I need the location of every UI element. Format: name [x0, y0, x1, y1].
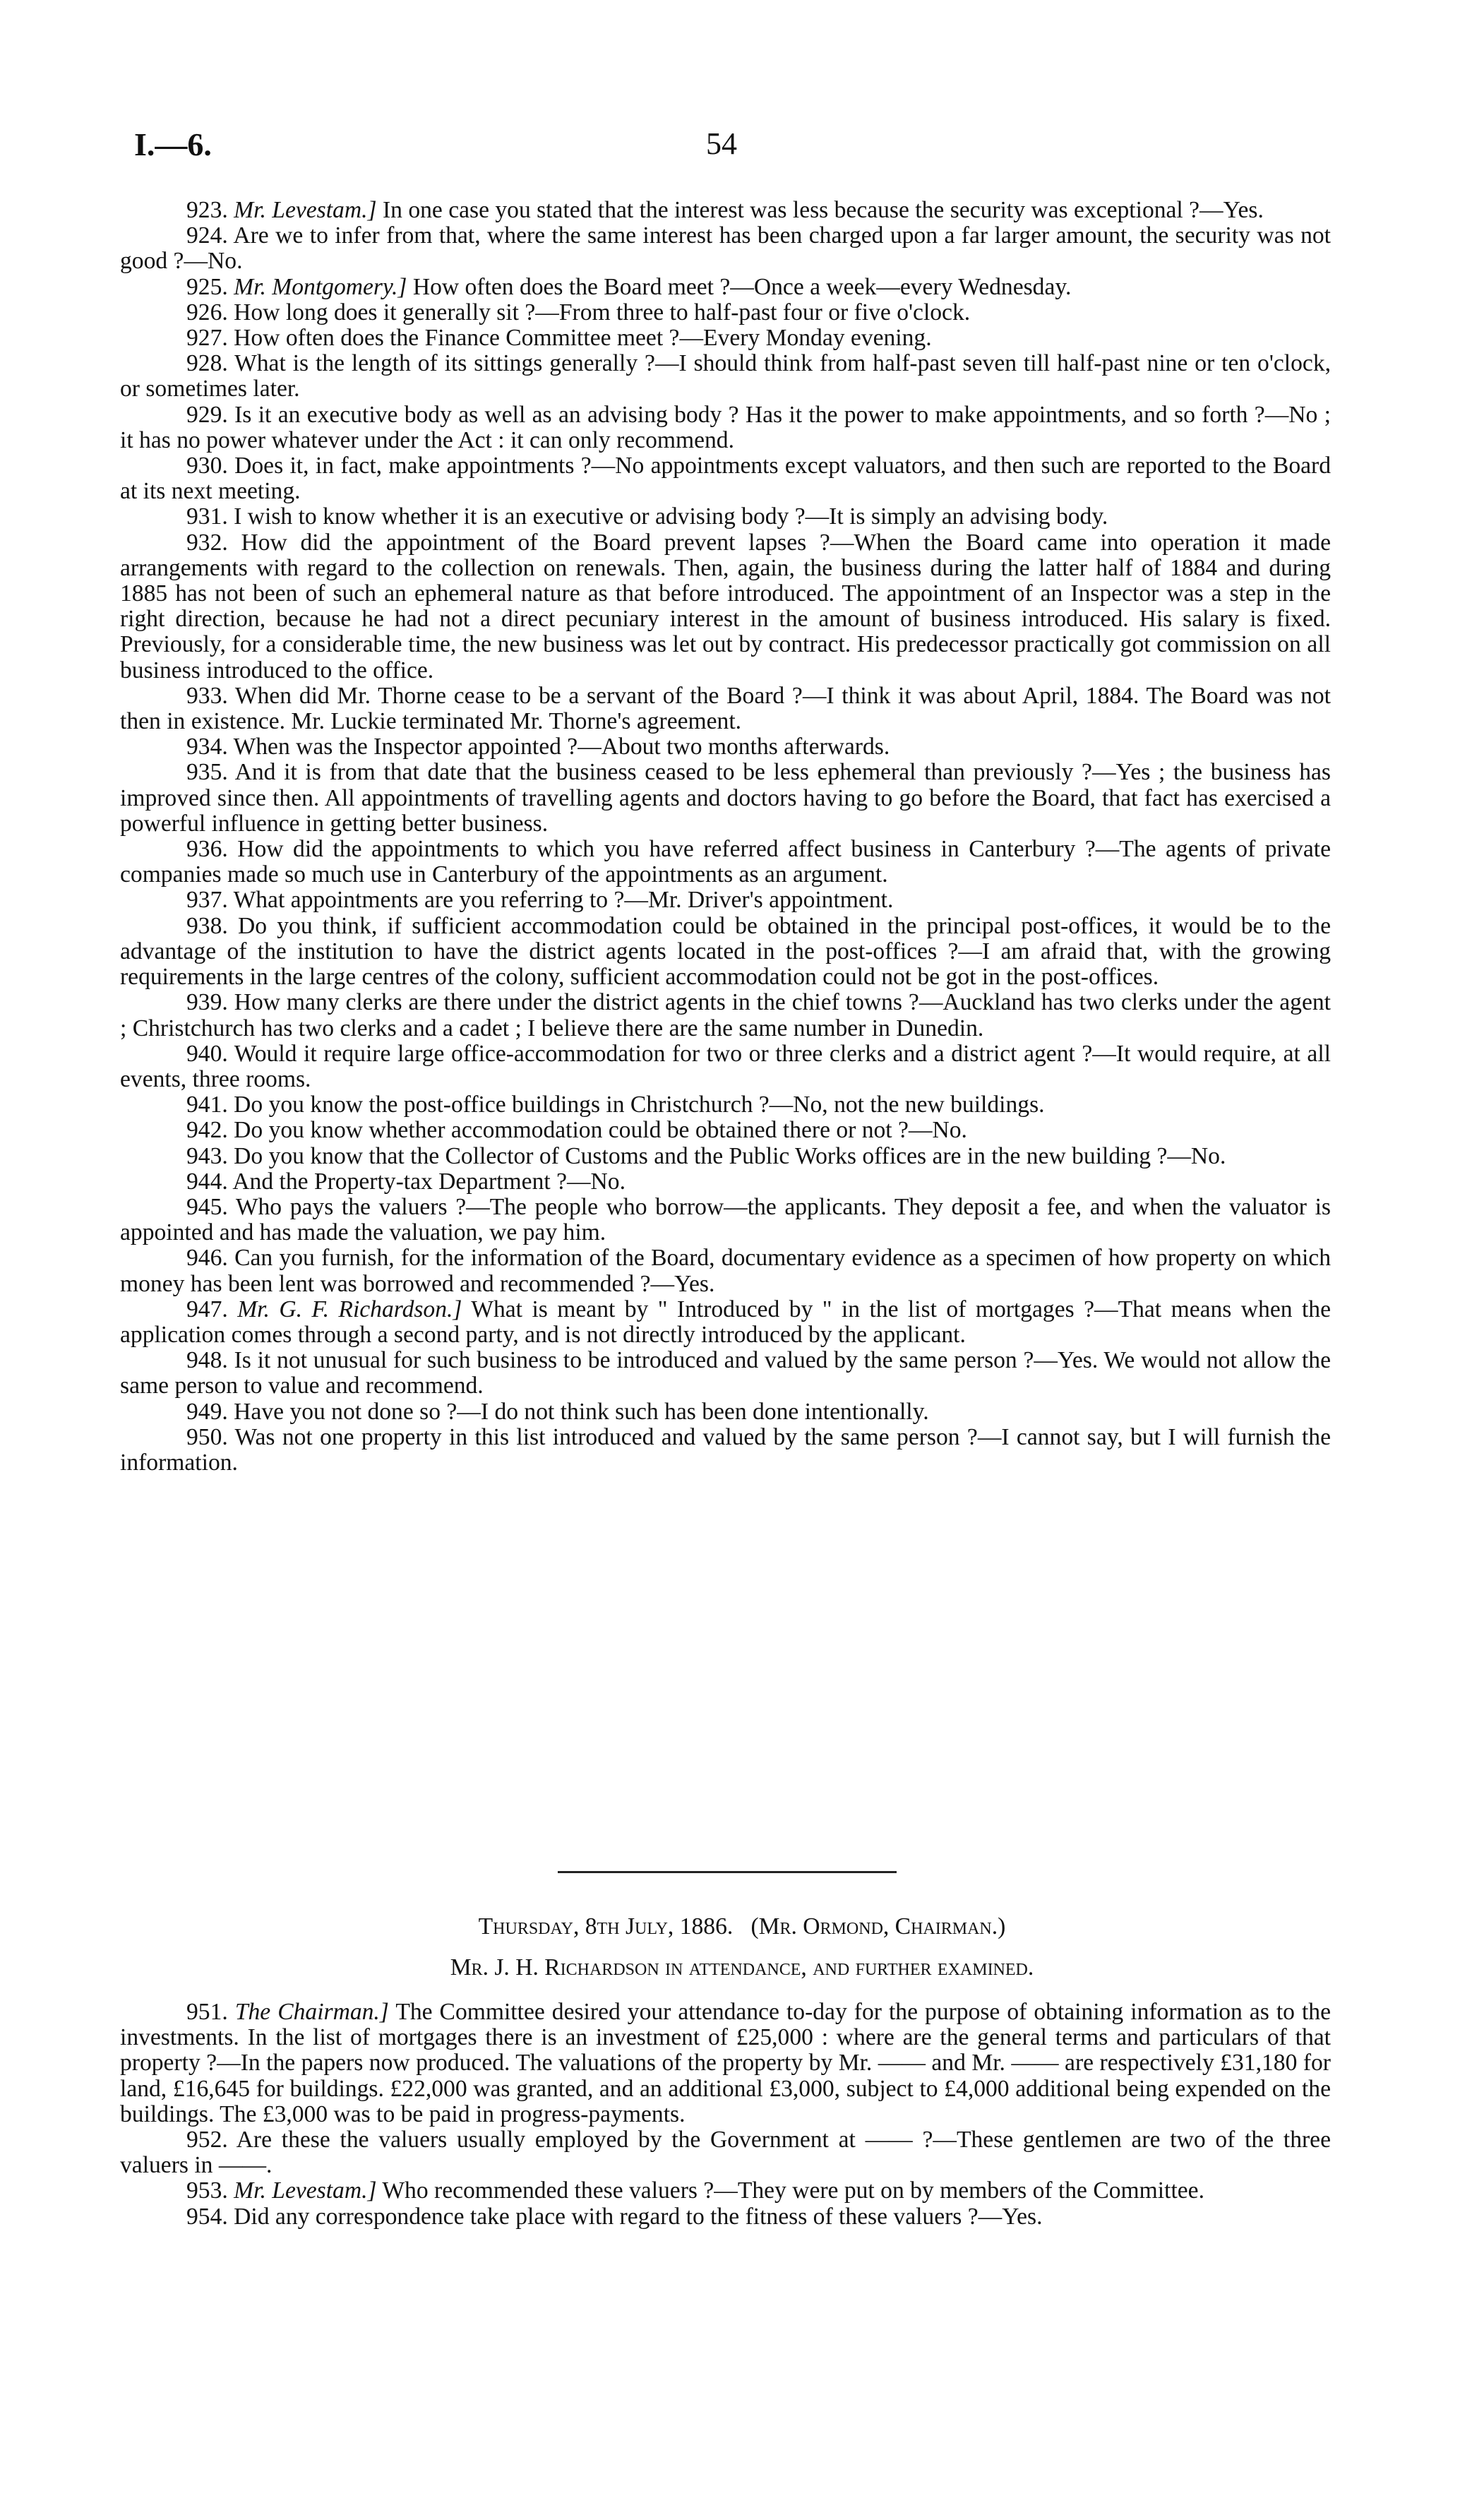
- question-paragraph: [120, 1092, 1331, 1118]
- question-paragraph: [120, 351, 1331, 402]
- question-text: Do you think, if sufficient accommodation could be obtained in the principal post-offices, it would be to the advantage of the institution to have the district agents located in the post-offices ?—I am afraid that, with the growing requirements in the large centres of the colony, sufficient accommodation could not be got in the post-offices.: [120, 912, 1331, 991]
- question-text: Are we to infer from that, where the same interest has been charged upon a far larger amount, the security was not good ?—No.: [120, 222, 1331, 275]
- attendance-text: Mr. J. H. Richardson in attendance, and further examined.: [450, 1954, 1034, 1980]
- question-number: 953.: [186, 2177, 228, 2204]
- question-text: Is it not unusual for such business to be introduced and valued by the same person ?—Yes. We would not allow the same person to value and recommend.: [120, 1347, 1331, 1399]
- question-number: 933.: [186, 682, 228, 709]
- question-paragraph: [120, 2204, 1331, 2230]
- question-text: What is the length of its sittings generally ?—I should think from half-past seven till half-past nine or ten o'clock, or sometimes later.: [120, 350, 1331, 402]
- question-text: Who recommended these valuers ?—They were put on by members of the Committee.: [382, 2177, 1204, 2204]
- question-paragraph: [120, 275, 1331, 300]
- question-paragraph: [120, 914, 1331, 991]
- speaker-name: The Chairman.]: [234, 1999, 389, 2025]
- speaker-name: Mr. Levestam.]: [234, 2177, 377, 2204]
- question-paragraph: [120, 198, 1331, 223]
- question-text: Is it an executive body as well as an advising body ? Has it the power to make appointments, and so forth ?—No ; it has no power whatever under the Act : it can only recommend.: [120, 401, 1331, 453]
- question-text: How did the appointments to which you have referred affect business in Canterbury ?—The agents of private companies made so much use in Canterbury of the appointments as an argument.: [120, 836, 1331, 888]
- question-text: Would it require large office-accommodation for two or three clerks and a district agent ?—It would require, at all events, three rooms.: [120, 1040, 1331, 1092]
- question-paragraph: [120, 402, 1331, 453]
- question-text: How long does it generally sit ?—From three to half-past four or five o'clock.: [234, 299, 971, 325]
- page-number: 54: [706, 126, 737, 161]
- question-text: Are these the valuers usually employed by the Government at —— ?—These gentlemen are two of the three valuers in ——.: [120, 2127, 1331, 2179]
- session-heading: [0, 1913, 1484, 1940]
- question-number: 928.: [186, 350, 228, 377]
- question-number: 948.: [186, 1347, 228, 1374]
- question-number: 924.: [186, 222, 228, 249]
- question-text: When did Mr. Thorne cease to be a servant of the Board ?—I think it was about April, 1884. The Board was not then in existence. Mr. Luckie terminated Mr. Thorne's agreement.: [120, 682, 1332, 735]
- question-paragraph: [120, 1425, 1331, 1476]
- question-number: 954.: [186, 2203, 228, 2230]
- question-number: 927.: [186, 325, 228, 352]
- question-text: Do you know the post-office buildings in Christchurch ?—No, not the new buildings.: [234, 1092, 1045, 1118]
- question-paragraph: [120, 325, 1331, 351]
- question-number: 944.: [186, 1168, 228, 1195]
- question-text: And it is from that date that the business ceased to be less ephemeral than previously ?—Yes ; the business has improved since then. All appointments of travelling agents and doctors having to go before the Board, that fact has exercised a powerful influence in getting better business.: [120, 759, 1331, 837]
- session-chair: (Mr. Ormond, Chairman.): [750, 1913, 1006, 1940]
- question-text: Have you not done so ?—I do not think such has been done intentionally.: [234, 1398, 929, 1425]
- question-number: 923.: [186, 197, 228, 223]
- question-paragraph: [120, 2127, 1331, 2178]
- question-text: What is meant by " Introduced by " in the list of mortgages ?—That means when the application comes through a second party, and is not directly introduced by the applicant.: [120, 1296, 1331, 1348]
- question-text: When was the Inspector appointed ?—About two months afterwards.: [233, 734, 890, 760]
- question-paragraph: [120, 1169, 1331, 1195]
- question-paragraph: [120, 1041, 1331, 1092]
- question-paragraph: [120, 2000, 1331, 2127]
- question-number: 934.: [186, 734, 228, 760]
- document-reference: I.—6.: [134, 126, 212, 162]
- question-text: Do you know that the Collector of Customs and the Public Works offices are in the new building ?—No.: [234, 1142, 1226, 1169]
- question-text: How often does the Finance Committee meet ?—Every Monday evening.: [234, 325, 932, 352]
- section-divider: [558, 1871, 897, 1873]
- question-number: 932.: [186, 529, 228, 556]
- question-number: 931.: [186, 503, 228, 530]
- question-paragraph: [120, 530, 1331, 683]
- question-paragraph: [120, 2178, 1331, 2204]
- question-number: 950.: [186, 1423, 228, 1450]
- question-number: 945.: [186, 1193, 228, 1220]
- question-text: Was not one property in this list introduced and valued by the same person ?—I cannot say, but I will furnish the information.: [120, 1423, 1331, 1476]
- question-paragraph: [120, 300, 1331, 325]
- question-paragraph: [120, 1297, 1331, 1348]
- question-paragraph: [120, 734, 1331, 760]
- question-paragraph: [120, 837, 1331, 888]
- question-text: What appointments are you referring to ?—Mr. Driver's appointment.: [233, 887, 894, 914]
- evidence-part-1: [120, 198, 1331, 1476]
- question-number: 935.: [186, 759, 228, 786]
- question-number: 937.: [186, 887, 228, 914]
- question-paragraph: [120, 990, 1331, 1041]
- question-number: 936.: [186, 836, 228, 863]
- question-paragraph: [120, 504, 1331, 530]
- speaker-name: Mr. Levestam.]: [234, 197, 377, 223]
- question-text: And the Property-tax Department ?—No.: [232, 1168, 626, 1195]
- question-paragraph: [120, 223, 1331, 274]
- question-text: Do you know whether accommodation could be obtained there or not ?—No.: [234, 1117, 967, 1144]
- question-paragraph: [120, 453, 1331, 504]
- speaker-name: Mr. G. F. Richardson.]: [237, 1296, 462, 1322]
- question-paragraph: [120, 1348, 1331, 1399]
- question-number: 925.: [186, 273, 228, 300]
- question-paragraph: [120, 1144, 1331, 1169]
- attendance-line: [0, 1954, 1484, 1981]
- question-paragraph: [120, 888, 1331, 913]
- question-text: Who pays the valuers ?—The people who borrow—the applicants. They deposit a fee, and when the valuator is appointed and has made the valuation, we pay him.: [120, 1193, 1331, 1246]
- question-paragraph: [120, 683, 1331, 734]
- question-number: 939.: [186, 989, 228, 1016]
- question-text: How often does the Board meet ?—Once a week—every Wednesday.: [412, 273, 1072, 300]
- question-text: Did any correspondence take place with regard to the fitness of these valuers ?—Yes.: [234, 2203, 1043, 2230]
- question-number: 946.: [186, 1245, 228, 1272]
- evidence-part-2: [120, 2000, 1331, 2230]
- question-text: I wish to know whether it is an executive or advising body ?—It is simply an advising body.: [234, 503, 1108, 530]
- question-number: 941.: [186, 1092, 228, 1118]
- question-number: 943.: [186, 1142, 228, 1169]
- question-text: Does it, in fact, make appointments ?—No appointments except valuators, and then such are reported to the Board at its next meeting.: [120, 453, 1331, 505]
- question-number: 949.: [186, 1398, 228, 1425]
- question-text: Can you furnish, for the information of the Board, documentary evidence as a specimen of how property on which money has been lent was borrowed and recommended ?—Yes.: [120, 1245, 1331, 1297]
- question-number: 942.: [186, 1117, 228, 1144]
- question-number: 952.: [186, 2127, 228, 2153]
- question-text: In one case you stated that the interest was less because the security was exceptional ?—Yes.: [382, 197, 1264, 223]
- question-number: 951.: [186, 1999, 228, 2025]
- question-number: 940.: [186, 1040, 228, 1067]
- question-text: How many clerks are there under the district agents in the chief towns ?—Auckland has two clerks under the agent ; Christchurch has two clerks and a cadet ; I believe there are the same number in Dunedin.: [120, 989, 1331, 1041]
- question-paragraph: [120, 1195, 1331, 1245]
- speaker-name: Mr. Montgomery.]: [234, 273, 407, 300]
- question-number: 930.: [186, 453, 228, 479]
- question-text: The Committee desired your attendance to-day for the purpose of obtaining information as to the investments. In the list of mortgages there is an investment of £25,000 : where are the general terms and particulars of that property ?—In the papers now produced. The valuations of the property by Mr. —— and Mr. —— are respectively £31,180 for land, £16,645 for buildings. £22,000 was granted, and an additional £3,000, subject to £4,000 additional being expended on the buildings. The £3,000 was to be paid in progress-payments.: [120, 1999, 1331, 2127]
- question-number: 929.: [186, 401, 228, 428]
- question-paragraph: [120, 1399, 1331, 1425]
- question-paragraph: [120, 1245, 1331, 1296]
- page-header: [134, 126, 1334, 168]
- question-text: How did the appointment of the Board prevent lapses ?—When the Board came into operation it made arrangements with regard to the collection on renewals. Then, again, the business during the latter half of 1884 and during 1885 has not been of such an ephemeral nature as that before introduced. The appointment of an Inspector was a step in the right direction, because he had not a direct pecuniary interest in the amount of business introduced. His salary is fixed. Previously, for a considerable time, the new business was let out by contract. His predecessor practically got commission on all business introduced to the office.: [120, 529, 1331, 683]
- question-paragraph: [120, 1118, 1331, 1143]
- question-number: 926.: [186, 299, 228, 325]
- session-date: Thursday, 8th July, 1886.: [478, 1913, 734, 1940]
- question-number: 938.: [186, 912, 228, 939]
- question-number: 947.: [186, 1296, 228, 1322]
- question-paragraph: [120, 760, 1331, 837]
